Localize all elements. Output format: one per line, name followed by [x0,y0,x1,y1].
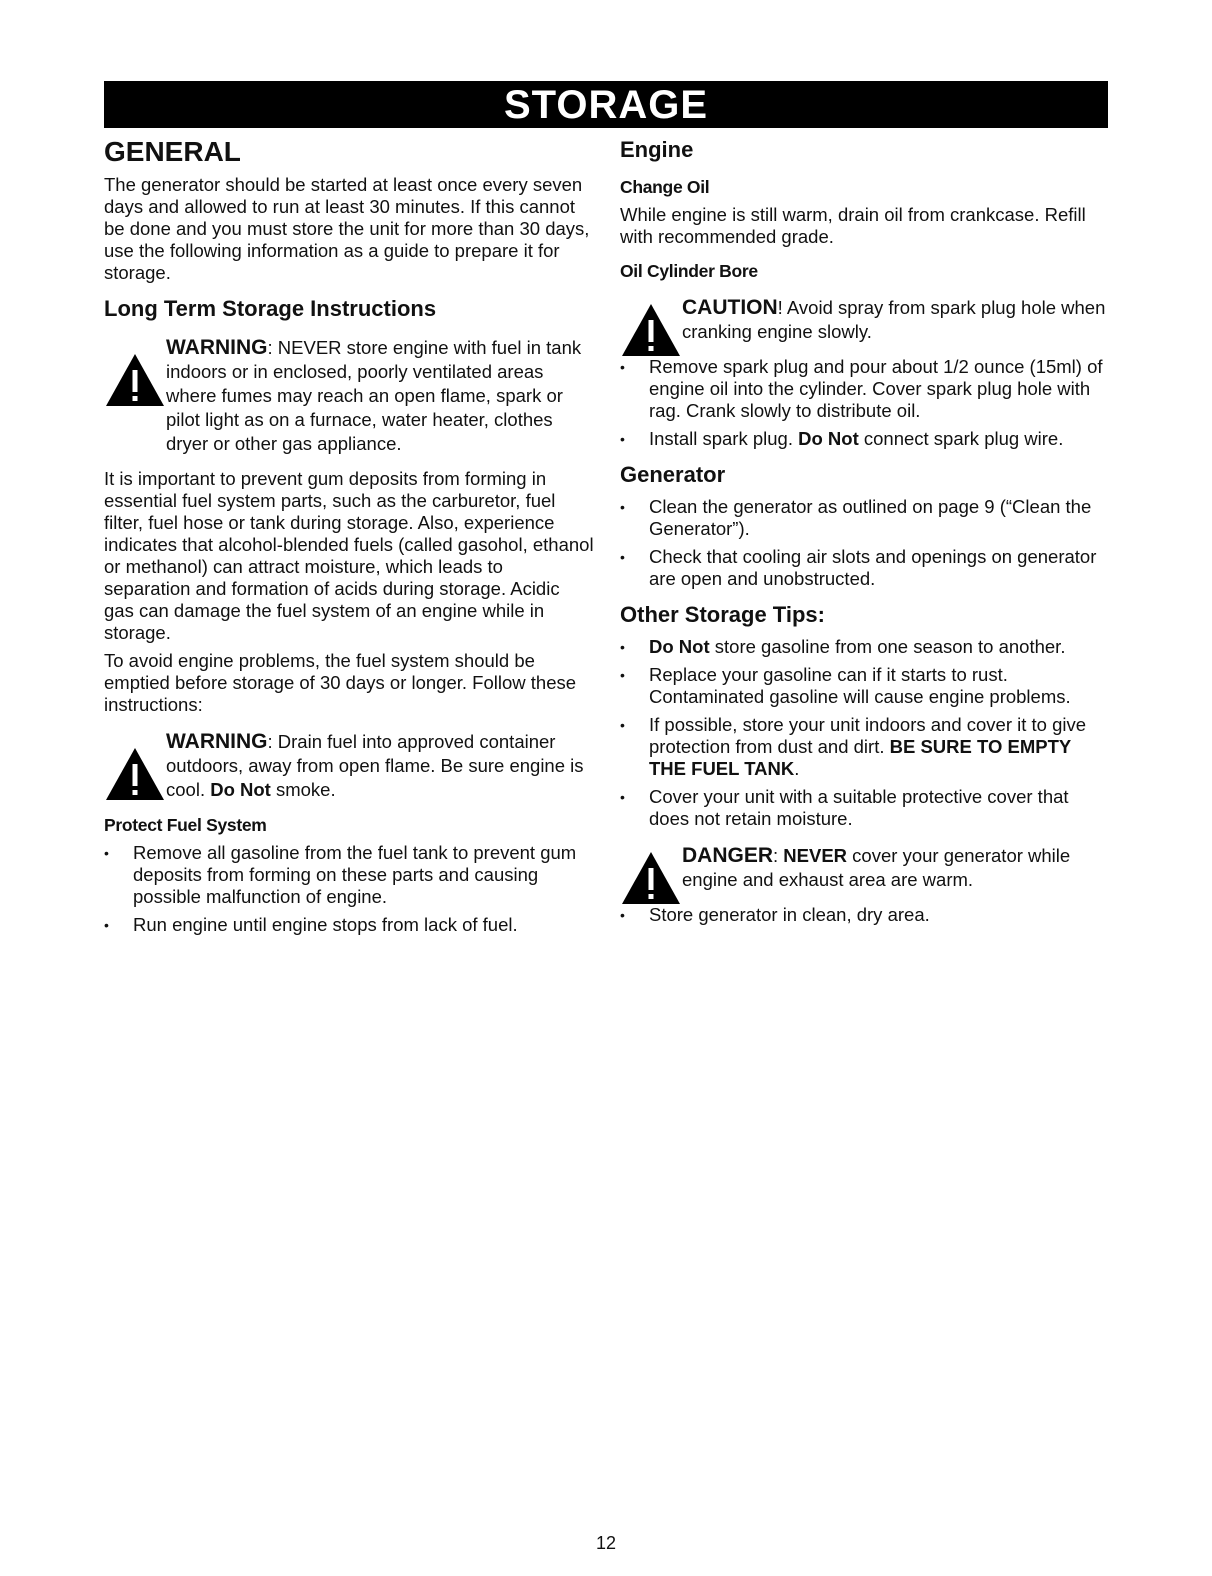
list-item: • Install spark plug. Do Not connect spark plug wire. [620,428,1112,450]
list-item: • Store generator in clean, dry area. [620,904,1112,926]
list-item: • If possible, store your unit indoors and cover it to give protection from dust and dirt. BE SURE TO EMPTY THE FUEL TANK. [620,714,1112,780]
caution-spark-plug [620,296,1112,344]
protect-fuel-list [104,842,594,936]
caution-label: CAUTION [682,296,778,319]
warning-text: : NEVER store engine with fuel in tank indoors or in enclosed, poorly ventilated areas where fumes may reach an open flame, spark or pilot light as on a furnace, water heater, clothes dryer or other gas appliance. [166,337,582,454]
engine-heading: Engine [620,137,694,162]
change-oil-heading: Change Oil [620,177,710,197]
warning-text-end: smoke. [270,779,336,800]
tips-list-end [620,904,1112,926]
caution-text: ! Avoid spray from spark plug hole when cranking engine slowly. [682,297,1106,342]
list-item: • Run engine until engine stops from lack of fuel. [104,914,594,936]
list-item: • Do Not store gasoline from one season to another. [620,636,1112,658]
page-title: STORAGE [104,81,1108,128]
warning-text: : Drain fuel into approved container outdoors, away from open flame. Be sure engine is cool. [166,731,584,800]
tips-list [620,636,1112,830]
right-column [620,136,1112,932]
danger-bold: NEVER [783,845,848,866]
other-tips-heading: Other Storage Tips: [620,602,825,627]
list-item: • Replace your gasoline can if it starts to rust. Contaminated gasoline will cause engine problems. [620,664,1112,708]
oil-cylinder-heading: Oil Cylinder Bore [620,261,758,281]
warning-triangle-icon [104,352,166,408]
avoid-problems-paragraph: To avoid engine problems, the fuel system should be emptied before storage of 30 days or longer. Follow these instructions: [104,650,577,715]
list-item: • Check that cooling air slots and openings on generator are open and unobstructed. [620,546,1112,590]
page-number: 12 [595,1533,617,1553]
warning-label: WARNING [166,336,268,359]
warning-bold: Do Not [210,779,271,800]
long-term-heading: Long Term Storage Instructions [104,296,437,321]
warning-fuel-storage [104,336,594,456]
general-intro: The generator should be started at least once every seven days and allowed to run at least 30 minutes. If this cannot be done and you must store the unit for more than 30 days, use the following information as a guide to prepare it for storage. [104,174,590,283]
gum-deposits-paragraph: It is important to prevent gum deposits from forming in essential fuel system parts, such as the carburetor, fuel filter, fuel hose or tank during storage. Also, experience indicates that alcohol-blended fuels (called gasohol, ethanol or methanol) can attract moisture, which leads to separation and formation of acids during storage. Acidic gas can damage the fuel system of an engine while in storage. [104,468,594,643]
protect-fuel-heading: Protect Fuel System [104,815,267,835]
oil-cylinder-list [620,356,1112,450]
danger-cover-generator: DANGER: NEVER cover your generator while engine and exhaust area are warm. [620,844,1112,892]
left-column [104,136,594,942]
generator-heading: Generator [620,462,726,487]
warning-triangle-icon [104,746,166,802]
change-oil-text: While engine is still warm, drain oil from crankcase. Refill with recommended grade. [620,204,1086,247]
list-item: • Remove all gasoline from the fuel tank to prevent gum deposits from forming on these parts and causing possible malfunction of engine. [104,842,594,908]
warning-drain-fuel [104,730,594,802]
danger-text: cover your generator while engine and exhaust area are warm. [682,845,1071,890]
warning-triangle-icon [620,302,682,358]
generator-list [620,496,1112,590]
list-item: • Remove spark plug and pour about 1/2 ounce (15ml) of engine oil into the cylinder. Cover spark plug hole with rag. Crank slowly to distribute oil. [620,356,1112,422]
danger-label: DANGER [682,844,774,867]
warning-label: WARNING [166,730,268,753]
list-item: • Cover your unit with a suitable protective cover that does not retain moisture. [620,786,1112,830]
general-heading: GENERAL [104,136,241,167]
list-item: • Clean the generator as outlined on page 9 (“Clean the Generator”). [620,496,1112,540]
warning-triangle-icon [620,850,682,906]
